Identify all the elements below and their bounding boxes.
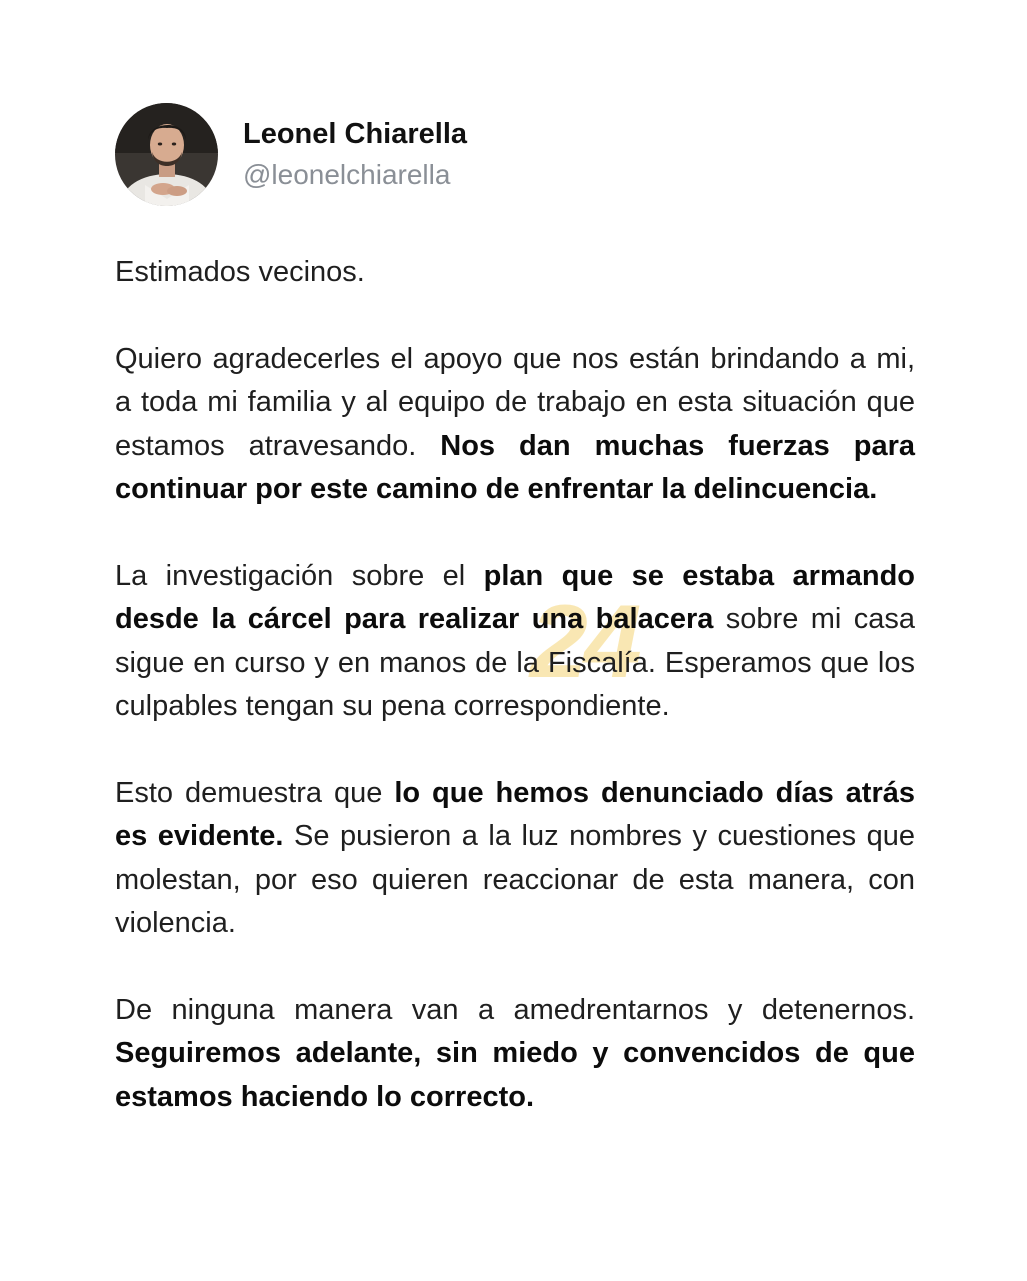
thanks-bold-text: Nos dan muchas fuerzas para continuar por este camino de enfrentar la delincuencia. — [115, 429, 915, 506]
paragraph-closing — [115, 989, 915, 1119]
evidence-bold-text: lo que hemos denunciado días atrás es evidente. — [115, 776, 915, 853]
investigation-text-end: sobre mi casa sigue en curso y en manos de la Fiscalía. Esperamos que los culpables tengan su pena correspondiente. — [115, 603, 915, 723]
watermark-logo: 24 — [530, 584, 638, 700]
post-author-header — [115, 103, 467, 206]
investigation-bold-text: plan que se estaba armando desde la cárcel para realizar una balacera — [115, 559, 915, 636]
post-body — [115, 251, 915, 1119]
paragraph-investigation — [115, 555, 915, 729]
closing-text: De ninguna manera van a amedrentarnos y detenernos. — [115, 993, 915, 1026]
paragraph-evidence — [115, 772, 915, 946]
author-names — [243, 117, 467, 192]
author-handle[interactable]: @leonelchiarella — [243, 159, 451, 190]
thanks-text: Quiero agradecerles el apoyo que nos están brindando a mi, a toda mi familia y al equipo de trabajo en esta situación que estamos atravesando. — [115, 342, 915, 462]
paragraph-thanks — [115, 338, 915, 512]
evidence-text-end: Se pusieron a la luz nombres y cuestiones que molestan, por eso quieren reaccionar de esta manera, con violencia. — [115, 820, 916, 940]
avatar[interactable] — [115, 103, 218, 206]
investigation-text-start: La investigación sobre el — [115, 559, 484, 592]
author-display-name[interactable]: Leonel Chiarella — [243, 118, 468, 150]
evidence-text-start: Esto demuestra que — [115, 776, 395, 809]
profile-photo-icon — [115, 103, 218, 206]
paragraph-greeting — [115, 251, 915, 294]
closing-bold-text: Seguiremos adelante, sin miedo y convencidos de que estamos haciendo lo correcto. — [115, 1037, 915, 1113]
greeting-text: Estimados vecinos. — [115, 256, 365, 288]
